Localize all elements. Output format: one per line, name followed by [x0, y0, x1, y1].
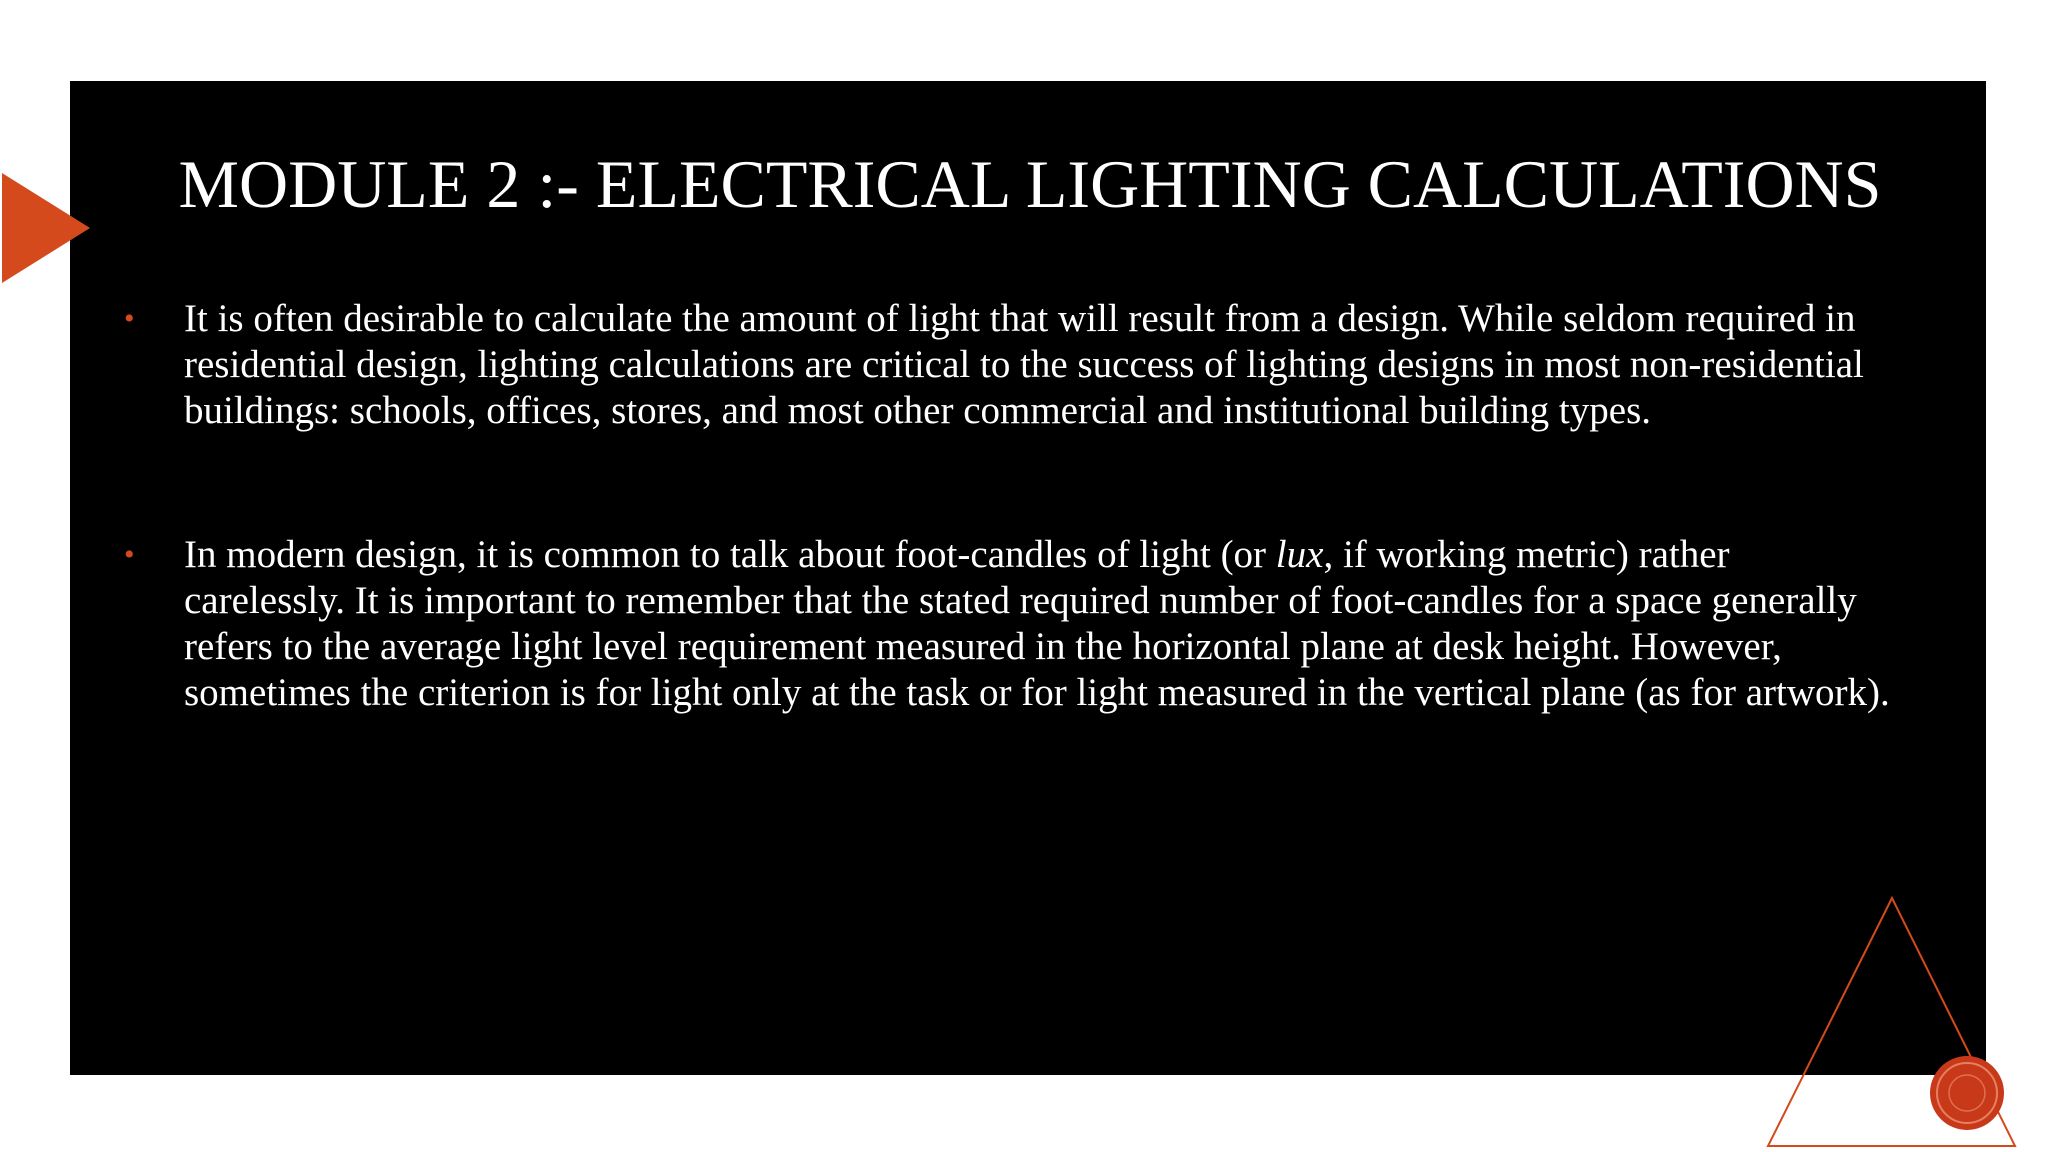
bullet-list [120, 296, 1900, 716]
slide-title: MODULE 2 :- ELECTRICAL LIGHTING CALCULATIONS [178, 146, 1882, 222]
bullet-marker: • [124, 538, 135, 571]
bullet-text-before: In modern design, it is common to talk about foot-candles of light (or [184, 533, 1276, 576]
orange-triangle-arrow-icon [0, 0, 100, 300]
bullet-marker: • [124, 302, 135, 335]
bullet-item [120, 296, 1900, 434]
bullet-text: It is often desirable to calculate the amount of light that will result from a design. While seldom required in residential design, lighting calculations are critical to the success of lighting designs in most non-residential buildings: schools, offices, stores, and most other commercial and institutional building types. [184, 297, 1864, 432]
bullet-item [120, 532, 1900, 716]
bullet-text-after: , if working metric) rather carelessly. It is important to remember that the stated required number of foot-candles for a space generally refers to the average light level requirement measured in the horizontal plane at desk height. However, sometimes the criterion is for light only at the task or for light measured in the vertical plane (as for artwork). [184, 533, 1890, 714]
bullet-text-italic: lux [1275, 533, 1324, 576]
